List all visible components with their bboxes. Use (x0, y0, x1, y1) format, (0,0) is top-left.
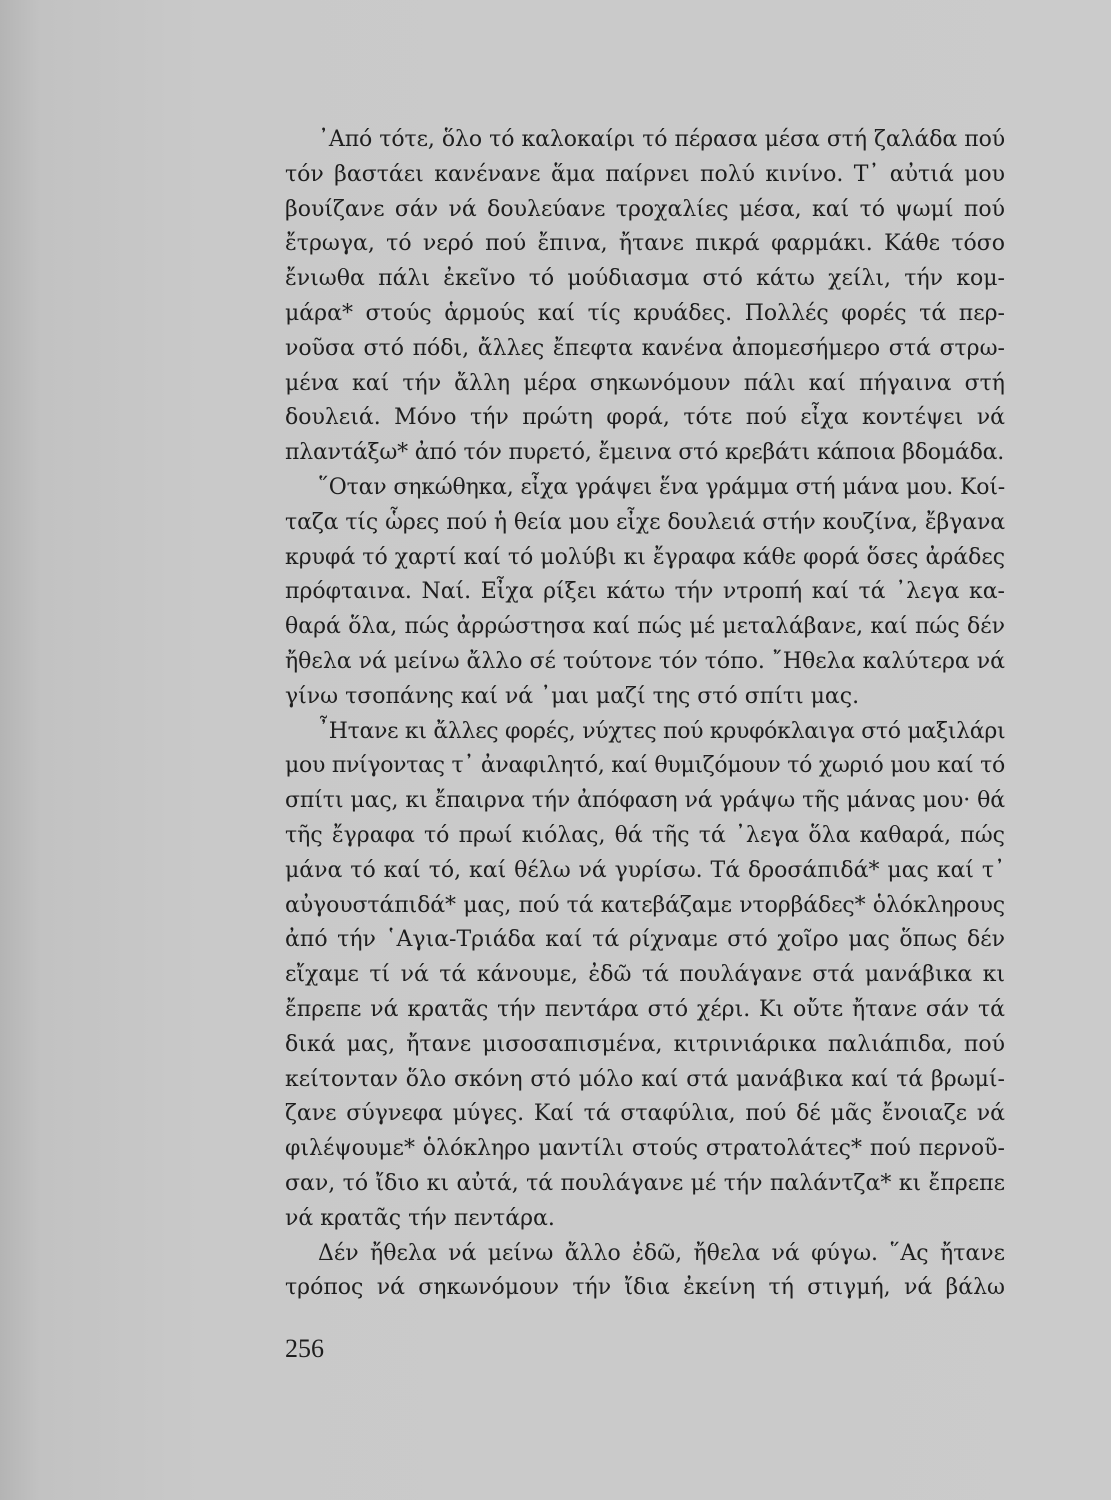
text-line: γίνω τσοπάνης καί νά ᾿μαι μαζί της στό σπίτι μας. (285, 683, 860, 709)
text-line: τόν βαστάει κανένανε ἅμα παίρνει πολύ κινίνο. Τ᾿ αὐτιά μου (285, 161, 1005, 187)
text-line: κρυφά τό χαρτί καί τό μολύβι κι ἔγραφα κάθε φορά ὅσες ἀράδες (285, 544, 1005, 570)
text-line: μάρα* στούς ἁρμούς καί τίς κρυάδες. Πολλές φορές τά περ- (285, 300, 1005, 326)
text-line: ἔτρωγα, τό νερό πού ἔπινα, ἤτανε πικρά φαρμάκι. Κάθε τόσο (285, 231, 1005, 257)
text-line: ἤθελα νά μείνω ἄλλο σέ τούτονε τόν τόπο. ῎Ηθελα καλύτερα νά (285, 648, 1005, 674)
text-line: αὐγουστάπιδά* μας, πού τά κατεβάζαμε ντορβάδες* ὁλόκληρους (285, 892, 1005, 918)
text-line: εἴχαμε τί νά τά κάνουμε, ἐδῶ τά πουλάγανε στά μανάβικα κι (285, 962, 1005, 988)
text-line: νοῦσα στό πόδι, ἄλλες ἔπεφτα κανένα ἀπομεσήμερο στά στρω- (285, 335, 1005, 361)
text-line: ἀπό τήν ῾Αγια-Τριάδα καί τά ρίχναμε στό χοῖρο μας ὅπως δέν (285, 927, 1005, 953)
text-line: ῞Οταν σηκώθηκα, εἶχα γράψει ἕνα γράμμα στή μάνα μου. Κοί- (318, 474, 1005, 500)
text-line: βουίζανε σάν νά δουλεύανε τροχαλίες μέσα, καί τό ψωμί πού (285, 196, 1005, 222)
text-line: μένα καί τήν ἄλλη μέρα σηκωνόμουν πάλι καί πήγαινα στή (285, 370, 1005, 396)
text-line: δουλειά. Μόνο τήν πρώτη φορά, τότε πού εἶχα κοντέψει νά (285, 405, 1005, 431)
text-line: ᾿Από τότε, ὅλο τό καλοκαίρι τό πέρασα μέσα στή ζαλάδα πού (318, 127, 1005, 152)
text-line: ζανε σύγνεφα μύγες. Καί τά σταφύλια, πού δέ μᾶς ἔνοιαζε νά (285, 1101, 1005, 1127)
text-line: θαρά ὅλα, πώς ἀρρώστησα καί πώς μέ μεταλάβανε, καί πώς δέν (285, 614, 1005, 640)
text-line: ταζα τίς ὧρες πού ἡ θεία μου εἶχε δουλειά στήν κουζίνα, ἔβγανα (285, 509, 1005, 535)
page-number: 256 (285, 1334, 324, 1363)
text-line: ἔπρεπε νά κρατᾶς τήν πεντάρα στό χέρι. Κι οὔτε ἤτανε σάν τά (285, 996, 1005, 1022)
text-line: πρόφταινα. Ναί. Εἶχα ρίξει κάτω τήν ντροπή καί τά ᾿λεγα κα- (285, 579, 1005, 605)
text-line: τρόπος νά σηκωνόμουν τήν ἴδια ἐκείνη τή στιγμή, νά βάλω (285, 1275, 1005, 1301)
text-line: τῆς ἔγραφα τό πρωί κιόλας, θά τῆς τά ᾿λεγα ὅλα καθαρά, πώς (285, 822, 1005, 848)
text-line: Δέν ἤθελα νά μείνω ἄλλο ἐδῶ, ἤθελα νά φύγω. ῞Ας ἤτανε (318, 1240, 1005, 1266)
text-line: νά κρατᾶς τήν πεντάρα. (285, 1205, 555, 1231)
text-line: φιλέψουμε* ὁλόκληρο μαντίλι στούς στρατολάτες* πού περνοῦ- (285, 1136, 1005, 1162)
text-line: κείτονταν ὅλο σκόνη στό μόλο καί στά μανάβικα καί τά βρωμί- (285, 1066, 1005, 1092)
text-line: μου πνίγοντας τ᾿ ἀναφιλητό, καί θυμιζόμουν τό χωριό μου καί τό (285, 753, 1005, 779)
text-line: πλαντάξω* ἀπό τόν πυρετό, ἔμεινα στό κρεβάτι κάποια βδομάδα. (285, 440, 1005, 466)
text-line: σαν, τό ἴδιο κι αὐτά, τά πουλάγανε μέ τήν παλάντζα* κι ἔπρεπε (285, 1170, 1005, 1196)
text-line: μάνα τό καί τό, καί θέλω νά γυρίσω. Τά δροσάπιδά* μας καί τ᾿ (285, 857, 1005, 883)
text-line: ῏Ητανε κι ἄλλες φορές, νύχτες πού κρυφόκλαιγα στό μαξιλάρι (318, 718, 1005, 744)
text-line: ἔνιωθα πάλι ἐκεῖνο τό μούδιασμα στό κάτω χείλι, τήν κομ- (285, 266, 1005, 292)
text-line: σπίτι μας, κι ἔπαιρνα τήν ἀπόφαση νά γράψω τῆς μάνας μου· θά (285, 788, 1005, 814)
text-line: δικά μας, ἤτανε μισοσαπισμένα, κιτρινιάρικα παλιάπιδα, πού (285, 1031, 1005, 1057)
page-body-text (285, 123, 1005, 1306)
